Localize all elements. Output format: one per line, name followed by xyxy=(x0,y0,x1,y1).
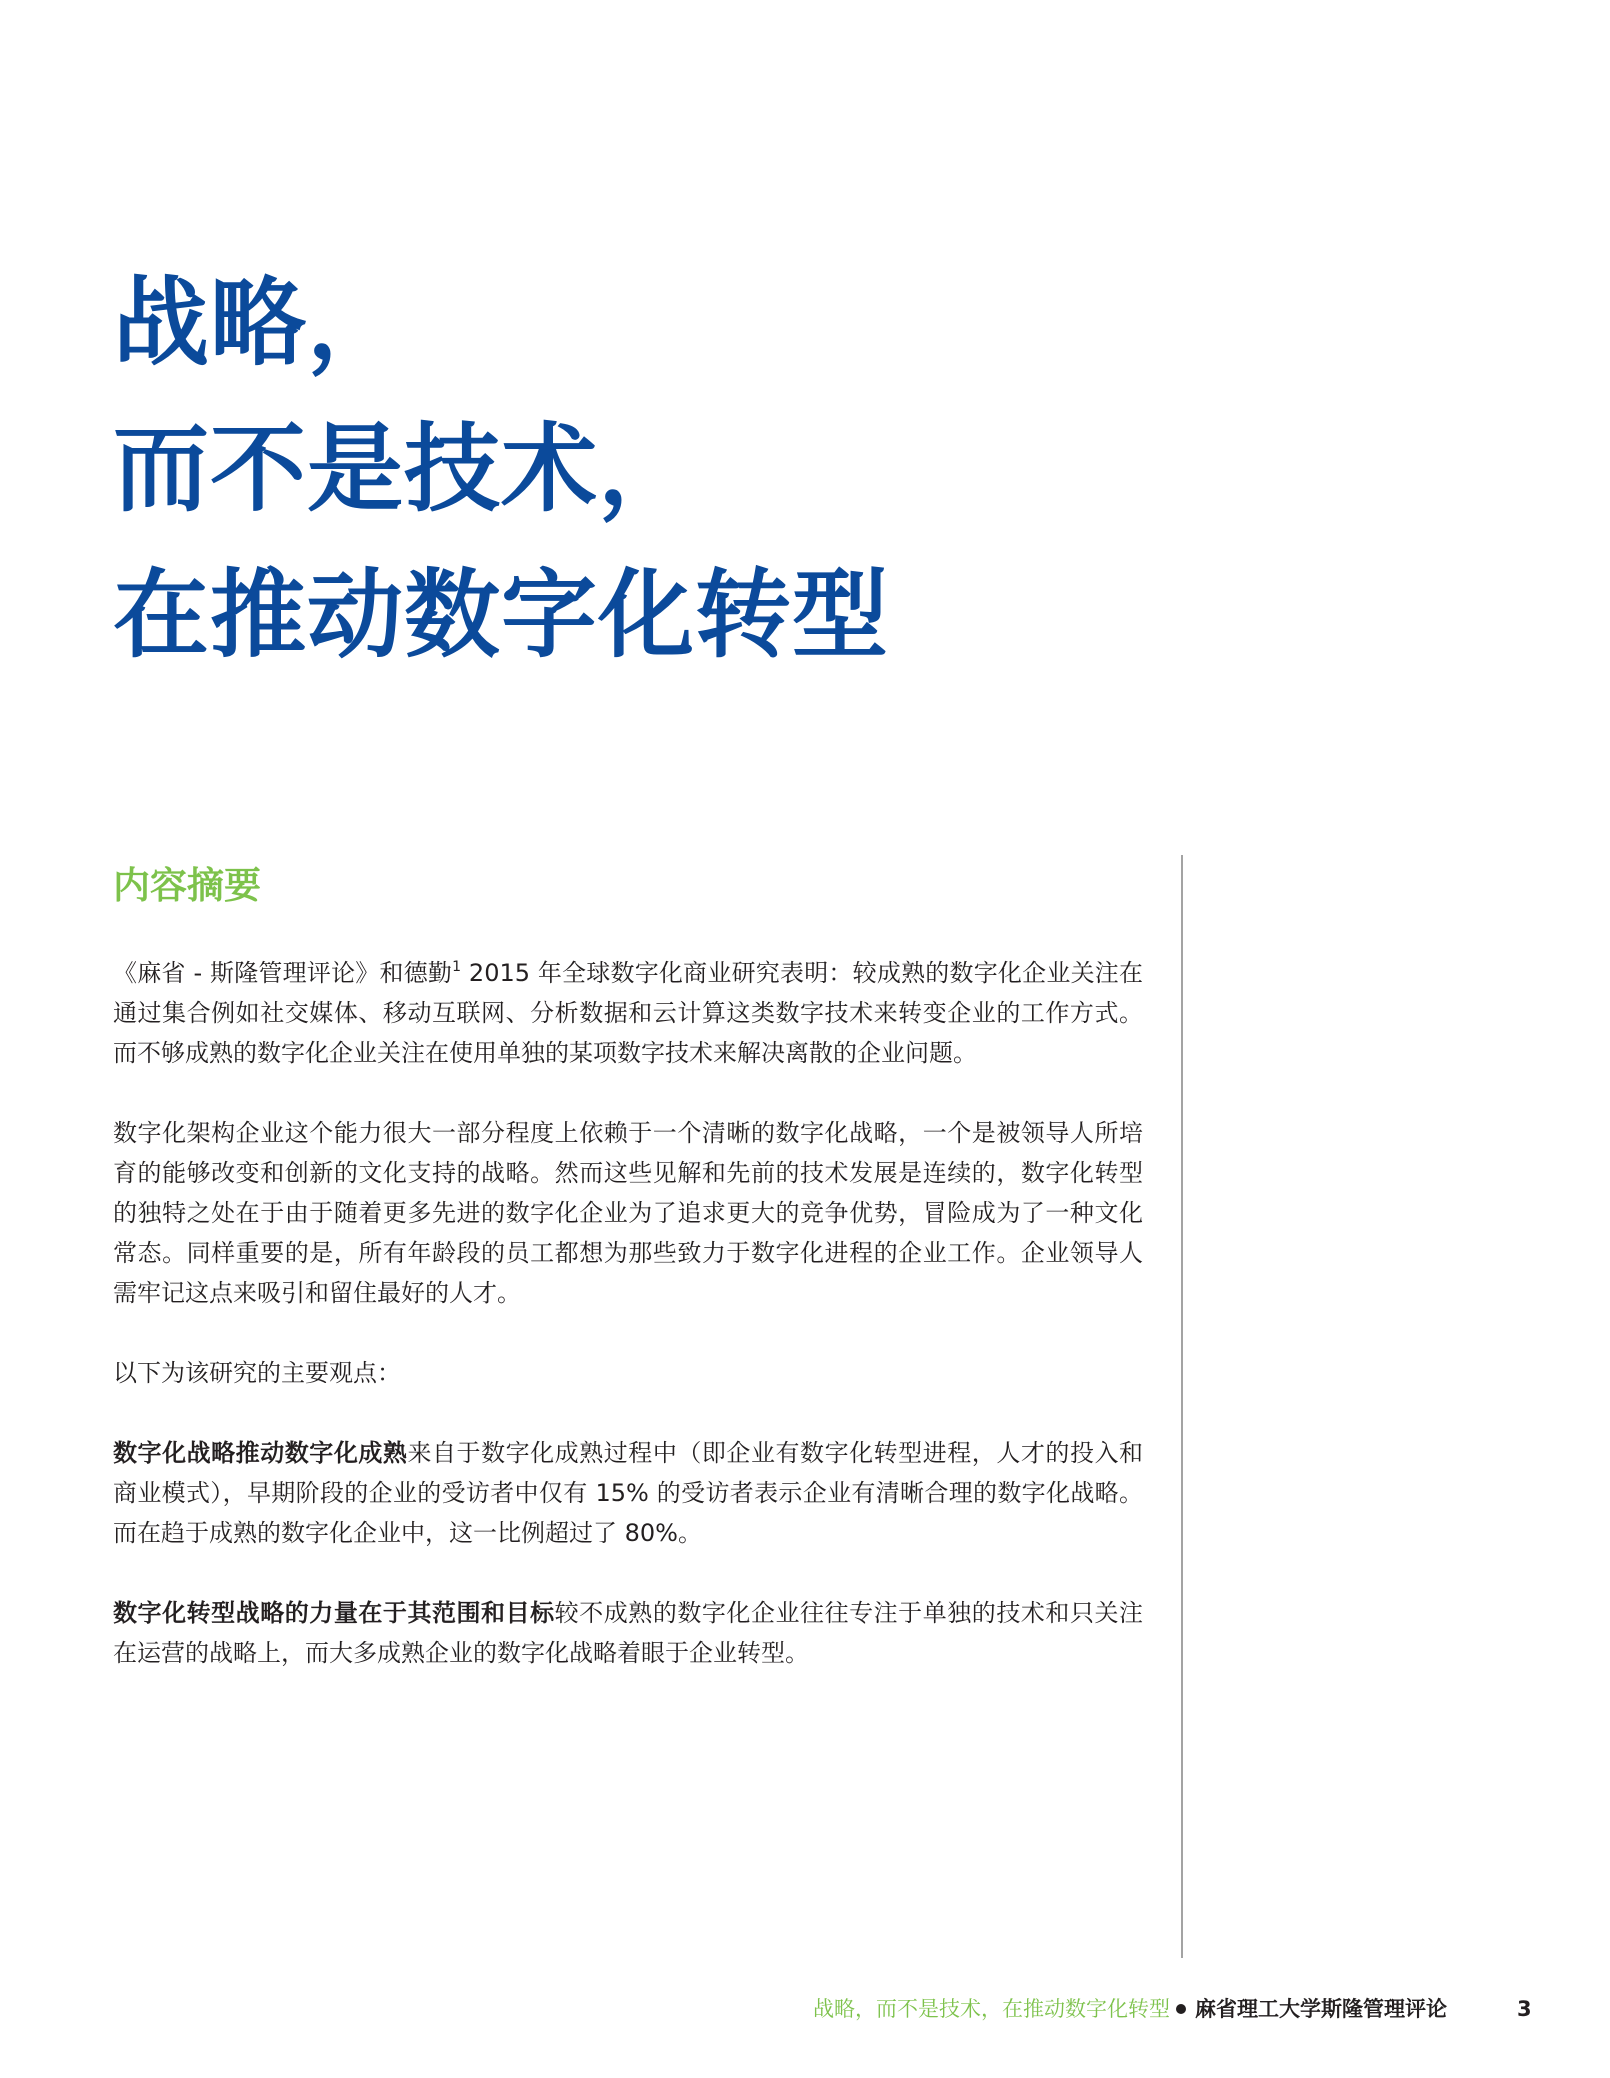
summary-paragraph-1 xyxy=(113,953,1143,1073)
paragraph-1-text-end: 2015 年全球数字化商业研究表明：较成熟的数字化企业关注在通过集合例如社交媒体、移动互联网、分析数据和云计算这类数字技术来转变企业的工作方式。而不够成熟的数字化企业关注在使用单独的某项数字技术来解决离散的企业问题。 xyxy=(113,959,1144,1067)
page-footer xyxy=(0,1994,1610,2024)
summary-paragraph-3: 以下为该研究的主要观点： xyxy=(113,1359,401,1387)
column-divider xyxy=(1181,855,1183,1958)
page-title xyxy=(113,250,889,688)
summary-heading: 内容摘要 xyxy=(113,864,261,907)
paragraph-1-text-start: 《麻省 - 斯隆管理评论》和德勤 xyxy=(113,959,453,987)
key-point-1-text: 来自于数字化成熟过程中（即企业有数字化转型进程，人才的投入和商业模式），早期阶段的企业的受访者中仅有 15% 的受访者表示企业有清晰合理的数字化战略。而在趋于成熟的数字化企业中，这一比例超过了 80%。 xyxy=(113,1439,1144,1547)
summary-paragraph-4 xyxy=(113,1433,1143,1553)
key-point-2-heading: 数字化转型战略的力量在于其范围和目标 xyxy=(113,1599,555,1627)
title-line-1: 战略， xyxy=(113,267,404,379)
page-number: 3 xyxy=(1517,1997,1532,2021)
summary-body xyxy=(113,953,1143,1713)
summary-paragraph-2: 数字化架构企业这个能力很大一部分程度上依赖于一个清晰的数字化战略，一个是被领导人所培育的能够改变和创新的文化支持的战略。然而这些见解和先前的技术发展是连续的，数字化转型的独特之处在于由于随着更多先进的数字化企业为了追求更大的竞争优势，冒险成为了一种文化常态。同样重要的是，所有年龄段的员工都想为那些致力于数字化进程的企业工作。企业领导人需牢记这点来吸引和留住最好的人才。 xyxy=(113,1119,1143,1307)
key-point-2-text: 较不成熟的数字化企业往往专注于单独的技术和只关注在运营的战略上，而大多成熟企业的数字化战略着眼于企业转型。 xyxy=(113,1599,1144,1667)
footer-running-title: 战略，而不是技术，在推动数字化转型 xyxy=(813,1997,1170,2021)
title-line-3: 在推动数字化转型 xyxy=(113,559,889,671)
key-point-1-heading: 数字化战略推动数字化成熟 xyxy=(113,1439,408,1467)
footer-publication-name: 麻省理工大学斯隆管理评论 xyxy=(1195,1997,1447,2021)
footnote-ref: 1 xyxy=(452,959,462,975)
title-line-2: 而不是技术， xyxy=(113,413,695,525)
summary-paragraph-5 xyxy=(113,1593,1143,1673)
footer-bullet-icon xyxy=(1176,2004,1186,2014)
